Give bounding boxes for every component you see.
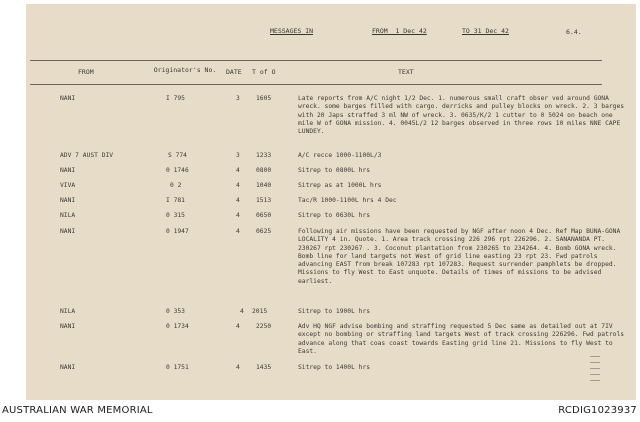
row-date: 4 bbox=[236, 212, 240, 219]
row-originator: 0 315 bbox=[166, 212, 185, 219]
row-originator: 0 1947 bbox=[166, 228, 189, 235]
row-message-text: Sitrep as at 1000L hrs bbox=[298, 182, 382, 189]
row-originator: I 781 bbox=[166, 197, 185, 204]
row-originator: 0 353 bbox=[166, 308, 185, 315]
column-header-from: FROM bbox=[78, 68, 94, 76]
row-originator: 0 1751 bbox=[166, 364, 189, 371]
date-to: TO 31 Dec 42 bbox=[462, 27, 509, 35]
row-time: 1233 bbox=[256, 152, 272, 159]
date-from: FROM 1 Dec 42 bbox=[372, 27, 427, 35]
header-bottom-rule bbox=[30, 84, 602, 85]
row-from: NANI bbox=[60, 323, 76, 330]
row-from: NILA bbox=[60, 212, 76, 219]
row-time: 0650 bbox=[256, 212, 272, 219]
row-message-text: Sitrep to 0800L hrs bbox=[298, 167, 371, 174]
row-from: ADV 7 AUST DIV bbox=[60, 152, 114, 159]
row-time: 0625 bbox=[256, 228, 272, 235]
row-message-text: Sitrep to 1900L hrs bbox=[298, 308, 371, 315]
row-message-text: Adv HQ NGF advise bombing and straffing requested 5 Dec same as detailed out at 7IV except no bombing or straffing land targets West of track crossing 226296. Fwd patrols advance along that coas coast towards Easting grid line 21. Missions to fly West to East. bbox=[298, 323, 625, 355]
row-from: NANI bbox=[60, 95, 76, 102]
row-message-text: Following air missions have been requested by NGF after noon 4 Dec. Ref Map BUNA-GONA LOCALITY 4 in. Quote. 1. Area track crossing 226 296 rpt 226296. 2. SANANANDA PT. 230267 rpt 230267 . 3. Coconut plantation from 230265 to 234264. 4. Bomb GONA wreck. Bomb line for land targets not West of grid line easting 23 rpt 23. Fwd patrols advancing EAST from break 107283 rpt 107283. Request surrender pamphlets be dropped. Missions to fly West to East unquote. Details of times of missions to be advised earliest. bbox=[298, 228, 621, 285]
page-number: 6.4. bbox=[566, 28, 582, 36]
row-message-text: Sitrep to 1400L hrs bbox=[298, 364, 371, 371]
footer-reference-code: RCDIG1023937 bbox=[558, 405, 637, 416]
row-time: 2250 bbox=[256, 323, 272, 330]
row-message-text: Sitrep to 0630L hrs bbox=[298, 212, 371, 219]
row-time: 1435 bbox=[256, 364, 272, 371]
row-date: 4 bbox=[236, 323, 240, 330]
row-message-text: A/C recce 1000-1100L/3 bbox=[298, 152, 382, 159]
row-from: NANI bbox=[60, 364, 76, 371]
column-header-date: DATE bbox=[226, 68, 242, 76]
row-message-text: Late reports from A/C night 1/2 Dec. 1. numerous small craft obser ved around GONA wreck. some barges filled with cargo. derricks and pulley blocks on wreck. 2. 3 barges with 20 Japs straffed 3 ml NW of wreck. 3. 0635/K/2 1 cutter to 0 5024 on beach one mile W of GONA mission. 4. 0045L/2 12 barges observed in three rows 10 miles NNE CAPE LUNDEY. bbox=[298, 95, 625, 136]
row-date: 4 bbox=[236, 228, 240, 235]
footer-archive-name: AUSTRALIAN WAR MEMORIAL bbox=[2, 405, 153, 416]
column-header-t-of-o: T of O bbox=[252, 68, 276, 76]
row-from: NANI bbox=[60, 167, 76, 174]
column-header-text: TEXT bbox=[398, 68, 414, 76]
row-originator: 0 2 bbox=[170, 182, 182, 189]
row-time: 1040 bbox=[256, 182, 272, 189]
row-originator: I 795 bbox=[166, 95, 185, 102]
row-from: NANI bbox=[60, 197, 76, 204]
row-originator: 0 1734 bbox=[166, 323, 189, 330]
row-date: 4 bbox=[236, 364, 240, 371]
document-title: MESSAGES IN bbox=[270, 27, 314, 35]
row-originator: 0 1746 bbox=[166, 167, 189, 174]
row-date: 3 bbox=[236, 95, 240, 102]
row-message-text: Tac/R 1000-1100L hrs 4 Dec bbox=[298, 197, 397, 204]
header-top-rule bbox=[30, 60, 602, 61]
row-time: 1605 bbox=[256, 95, 272, 102]
column-header-originator: Originator's No. bbox=[153, 66, 217, 74]
row-date: 4 bbox=[236, 197, 240, 204]
row-date: 3 bbox=[236, 152, 240, 159]
row-time: 1513 bbox=[256, 197, 272, 204]
row-from: VIVA bbox=[60, 182, 76, 189]
row-time: 2015 bbox=[252, 308, 268, 315]
margin-marks bbox=[590, 356, 600, 386]
row-originator: S 774 bbox=[168, 152, 187, 159]
row-date: 4 bbox=[236, 182, 240, 189]
row-from: NILA bbox=[60, 308, 76, 315]
row-from: NANI bbox=[60, 228, 76, 235]
row-date: 4 bbox=[240, 308, 244, 315]
row-time: 0800 bbox=[256, 167, 272, 174]
row-date: 4 bbox=[236, 167, 240, 174]
